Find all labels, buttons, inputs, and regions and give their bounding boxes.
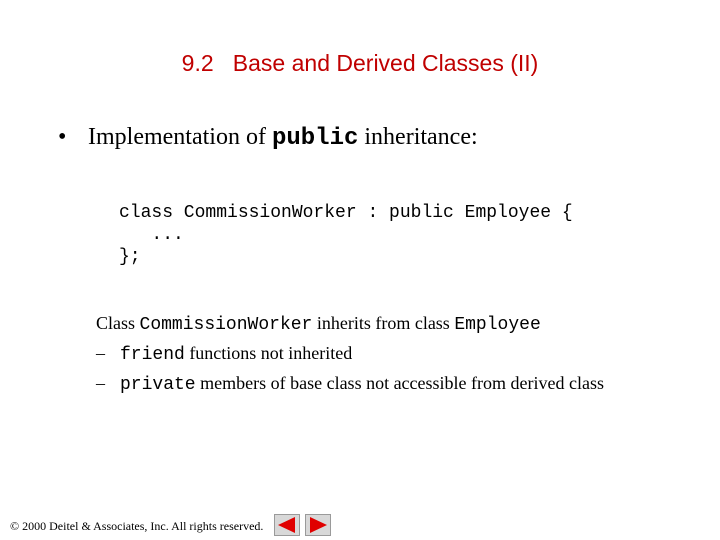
- dash-symbol: –: [96, 373, 105, 393]
- sub-bullet-private-text: members of base class not accessible from derived class: [195, 373, 604, 393]
- next-slide-button[interactable]: [305, 514, 331, 536]
- desc-line-inherits: [96, 309, 604, 339]
- bullet-text-before: Implementation of: [88, 124, 272, 150]
- dash-symbol: –: [96, 343, 105, 363]
- copyright-footer: © 2000 Deitel & Associates, Inc. All rights reserved.: [10, 519, 264, 533]
- slide-title: 9.2 Base and Derived Classes (II): [181, 50, 539, 76]
- desc-prefix: Class: [96, 313, 140, 333]
- bullet-keyword-public: public: [271, 125, 359, 152]
- sub-bullet-private: [96, 369, 604, 399]
- bullet-implementation: [58, 124, 478, 152]
- desc-middle: inherits from class: [312, 313, 455, 333]
- bullet-symbol: •: [58, 124, 67, 150]
- base-class-name: Employee: [454, 315, 541, 335]
- derived-class-name: CommissionWorker: [139, 315, 313, 335]
- keyword-friend: friend: [120, 345, 185, 365]
- sub-bullet-friend: [96, 339, 604, 369]
- sub-bullet-friend-text: functions not inherited: [184, 343, 353, 363]
- previous-slide-button[interactable]: [274, 514, 300, 536]
- keyword-private: private: [120, 375, 196, 395]
- bullet-text-after: inheritance:: [358, 124, 478, 150]
- description-block: [96, 309, 604, 399]
- code-block: class CommissionWorker : public Employee { ... };: [119, 203, 573, 267]
